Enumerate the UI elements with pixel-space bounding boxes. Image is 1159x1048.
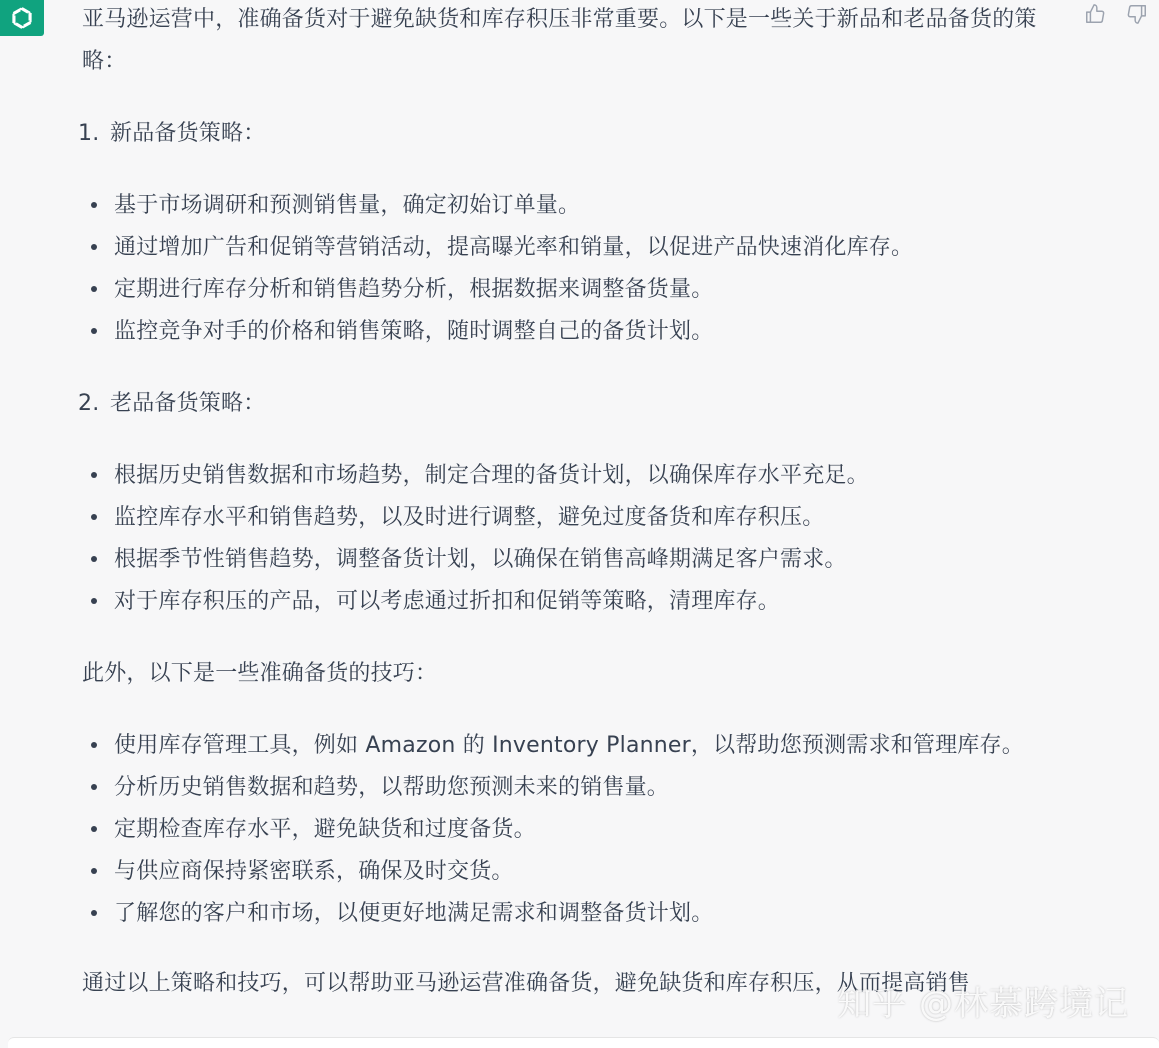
dislike-button[interactable] (1125, 2, 1149, 26)
list-item: 基于市场调研和预测销售量，确定初始订单量。 (82, 185, 1050, 227)
conclusion-paragraph: 通过以上策略和技巧，可以帮助亚马逊运营准确备货，避免缺货和库存积压，从而提高销售 (82, 971, 971, 996)
section-new-products-list (82, 185, 1050, 353)
assistant-message (78, 0, 1050, 1005)
intro-paragraph: 亚马逊运营中，准确备货对于避免缺货和库存积压非常重要。以下是一些关于新品和老品备货的策略： (82, 7, 1037, 74)
list-item: 分析历史销售数据和趋势，以帮助您预测未来的销售量。 (82, 767, 1050, 809)
list-item: 对于库存积压的产品，可以考虑通过折扣和促销等策略，清理库存。 (82, 581, 1050, 623)
section-old-products-heading (78, 383, 1050, 425)
tips-intro: 此外，以下是一些准确备货的技巧： (82, 661, 438, 686)
message-actions (1083, 2, 1149, 26)
thumbs-up-icon (1084, 3, 1106, 25)
message-input-edge[interactable] (8, 1037, 1159, 1048)
openai-logo-icon (7, 3, 37, 33)
like-button[interactable] (1083, 2, 1107, 26)
list-item: 使用库存管理工具，例如 Amazon 的 Inventory Planner，以帮助您预测需求和管理库存。 (82, 725, 1050, 767)
thumbs-down-icon (1126, 3, 1148, 25)
section-title: 老品备货策略： (110, 391, 266, 416)
section-number: 1. (78, 121, 100, 146)
section-title: 新品备货策略： (110, 121, 266, 146)
section-number: 2. (78, 391, 100, 416)
list-item: 通过增加广告和促销等营销活动，提高曝光率和销量，以促进产品快速消化库存。 (82, 227, 1050, 269)
section-old-products-list (82, 455, 1050, 623)
list-item: 根据季节性销售趋势，调整备货计划，以确保在销售高峰期满足客户需求。 (82, 539, 1050, 581)
list-item: 定期检查库存水平，避免缺货和过度备货。 (82, 809, 1050, 851)
list-item: 与供应商保持紧密联系，确保及时交货。 (82, 851, 1050, 893)
assistant-avatar (0, 0, 44, 36)
list-item: 监控竞争对手的价格和销售策略，随时调整自己的备货计划。 (82, 311, 1050, 353)
watermark: 知乎 @林慕跨境记 (837, 984, 1129, 1024)
list-item: 根据历史销售数据和市场趋势，制定合理的备货计划，以确保库存水平充足。 (82, 455, 1050, 497)
list-item: 定期进行库存分析和销售趋势分析，根据数据来调整备货量。 (82, 269, 1050, 311)
tips-list (82, 725, 1050, 935)
list-item: 监控库存水平和销售趋势，以及时进行调整，避免过度备货和库存积压。 (82, 497, 1050, 539)
list-item: 了解您的客户和市场，以便更好地满足需求和调整备货计划。 (82, 893, 1050, 935)
section-new-products-heading (78, 113, 1050, 155)
